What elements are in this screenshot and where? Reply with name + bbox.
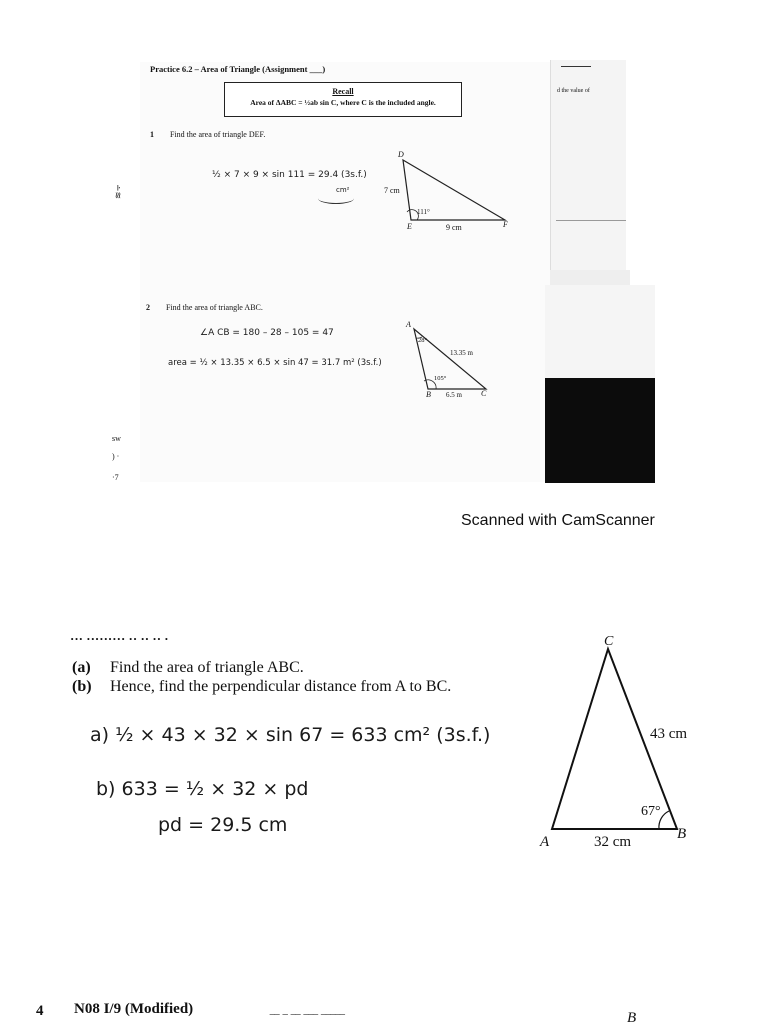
cut-off-line: ··· ········· ·· ·· ·· · <box>70 631 169 646</box>
background-surface <box>545 285 655 380</box>
part-a-text: Find the area of triangle ABC. <box>110 659 304 676</box>
handwritten-unit: cm² <box>336 186 350 194</box>
triangle-abc <box>545 645 695 845</box>
vertex-label-e: E <box>407 222 412 231</box>
angle-label-a: 28° <box>418 337 428 344</box>
recall-box <box>224 82 462 117</box>
vertex-label-b: B <box>627 1010 637 1026</box>
question-number: 1 <box>150 130 154 139</box>
handwritten-working: ½ × 7 × 9 × sin 111 = 29.4 (3s.f.) <box>212 170 367 180</box>
margin-mark: ·7 <box>112 473 119 482</box>
vertex-label-a: A <box>406 320 411 329</box>
side-label-ab: 32 cm <box>594 834 632 850</box>
scanned-worksheet <box>140 62 550 482</box>
angle-label-e: 111° <box>417 208 430 216</box>
handwritten-working: ∠A CB = 180 – 28 – 105 = 47 <box>200 328 334 338</box>
margin-mark: ∸≋ <box>112 184 122 200</box>
recall-formula: Area of ΔABC = ½ab sin C, where C is the included angle. <box>250 98 436 107</box>
overlapping-sheet <box>550 60 626 270</box>
side-label-bc: 43 cm <box>650 726 688 742</box>
vertex-label-d: D <box>398 150 404 159</box>
angle-label-b: 105° <box>434 375 447 382</box>
sheet-line <box>561 66 591 67</box>
recall-title: Recall <box>332 87 354 96</box>
side-label-ef: 9 cm <box>446 223 462 232</box>
margin-mark: sw <box>112 434 121 443</box>
question-number: 2 <box>146 303 150 312</box>
question-text: Find the area of triangle DEF. <box>170 130 266 139</box>
question-text: Find the area of triangle ABC. <box>166 303 263 312</box>
side-label-de: 7 cm <box>384 186 400 195</box>
triangle-abc-small-figure <box>410 325 500 397</box>
vertex-label-c: C <box>481 389 487 398</box>
part-b-label: (b) <box>72 678 92 695</box>
dark-background <box>545 378 655 483</box>
side-label-ac: 13.35 m <box>450 349 473 357</box>
side-label-bc: 6.5 m <box>446 391 462 399</box>
camscanner-watermark: Scanned with CamScanner <box>461 512 655 529</box>
margin-mark: ) · <box>112 452 120 461</box>
cut-off-text: ‾‾ ‾ ‾‾ ‾‾‾ ‾‾‾‾‾ <box>270 1014 345 1029</box>
question-source: N08 I/9 (Modified) <box>74 1001 194 1017</box>
underline-scribble <box>318 193 354 204</box>
answer-b-line1: b) 633 = ½ × 32 × pd <box>96 778 309 800</box>
answer-b-line2: pd = 29.5 cm <box>158 814 288 836</box>
vertex-label-b: B <box>677 826 687 842</box>
vertex-label-b: B <box>426 390 431 399</box>
part-a-label: (a) <box>72 659 91 676</box>
side-note: d the value of <box>557 88 590 94</box>
worksheet-heading: Practice 6.2 – Area of Triangle (Assignment ___) <box>150 64 326 74</box>
vertex-label-f: F <box>503 220 508 229</box>
vertex-label-c: C <box>604 634 614 649</box>
handwritten-working: area = ½ × 13.35 × 6.5 × sin 47 = 31.7 m² (3s.f.) <box>168 358 382 368</box>
vertex-label-a: A <box>540 834 550 850</box>
part-b-text: Hence, find the perpendicular distance from A to BC. <box>110 678 452 695</box>
sheet-line <box>556 220 626 221</box>
question-number: 4 <box>36 1003 44 1019</box>
answer-a: a) ½ × 43 × 32 × sin 67 = 633 cm² (3s.f.) <box>90 724 491 746</box>
angle-label-b: 67° <box>641 804 661 819</box>
